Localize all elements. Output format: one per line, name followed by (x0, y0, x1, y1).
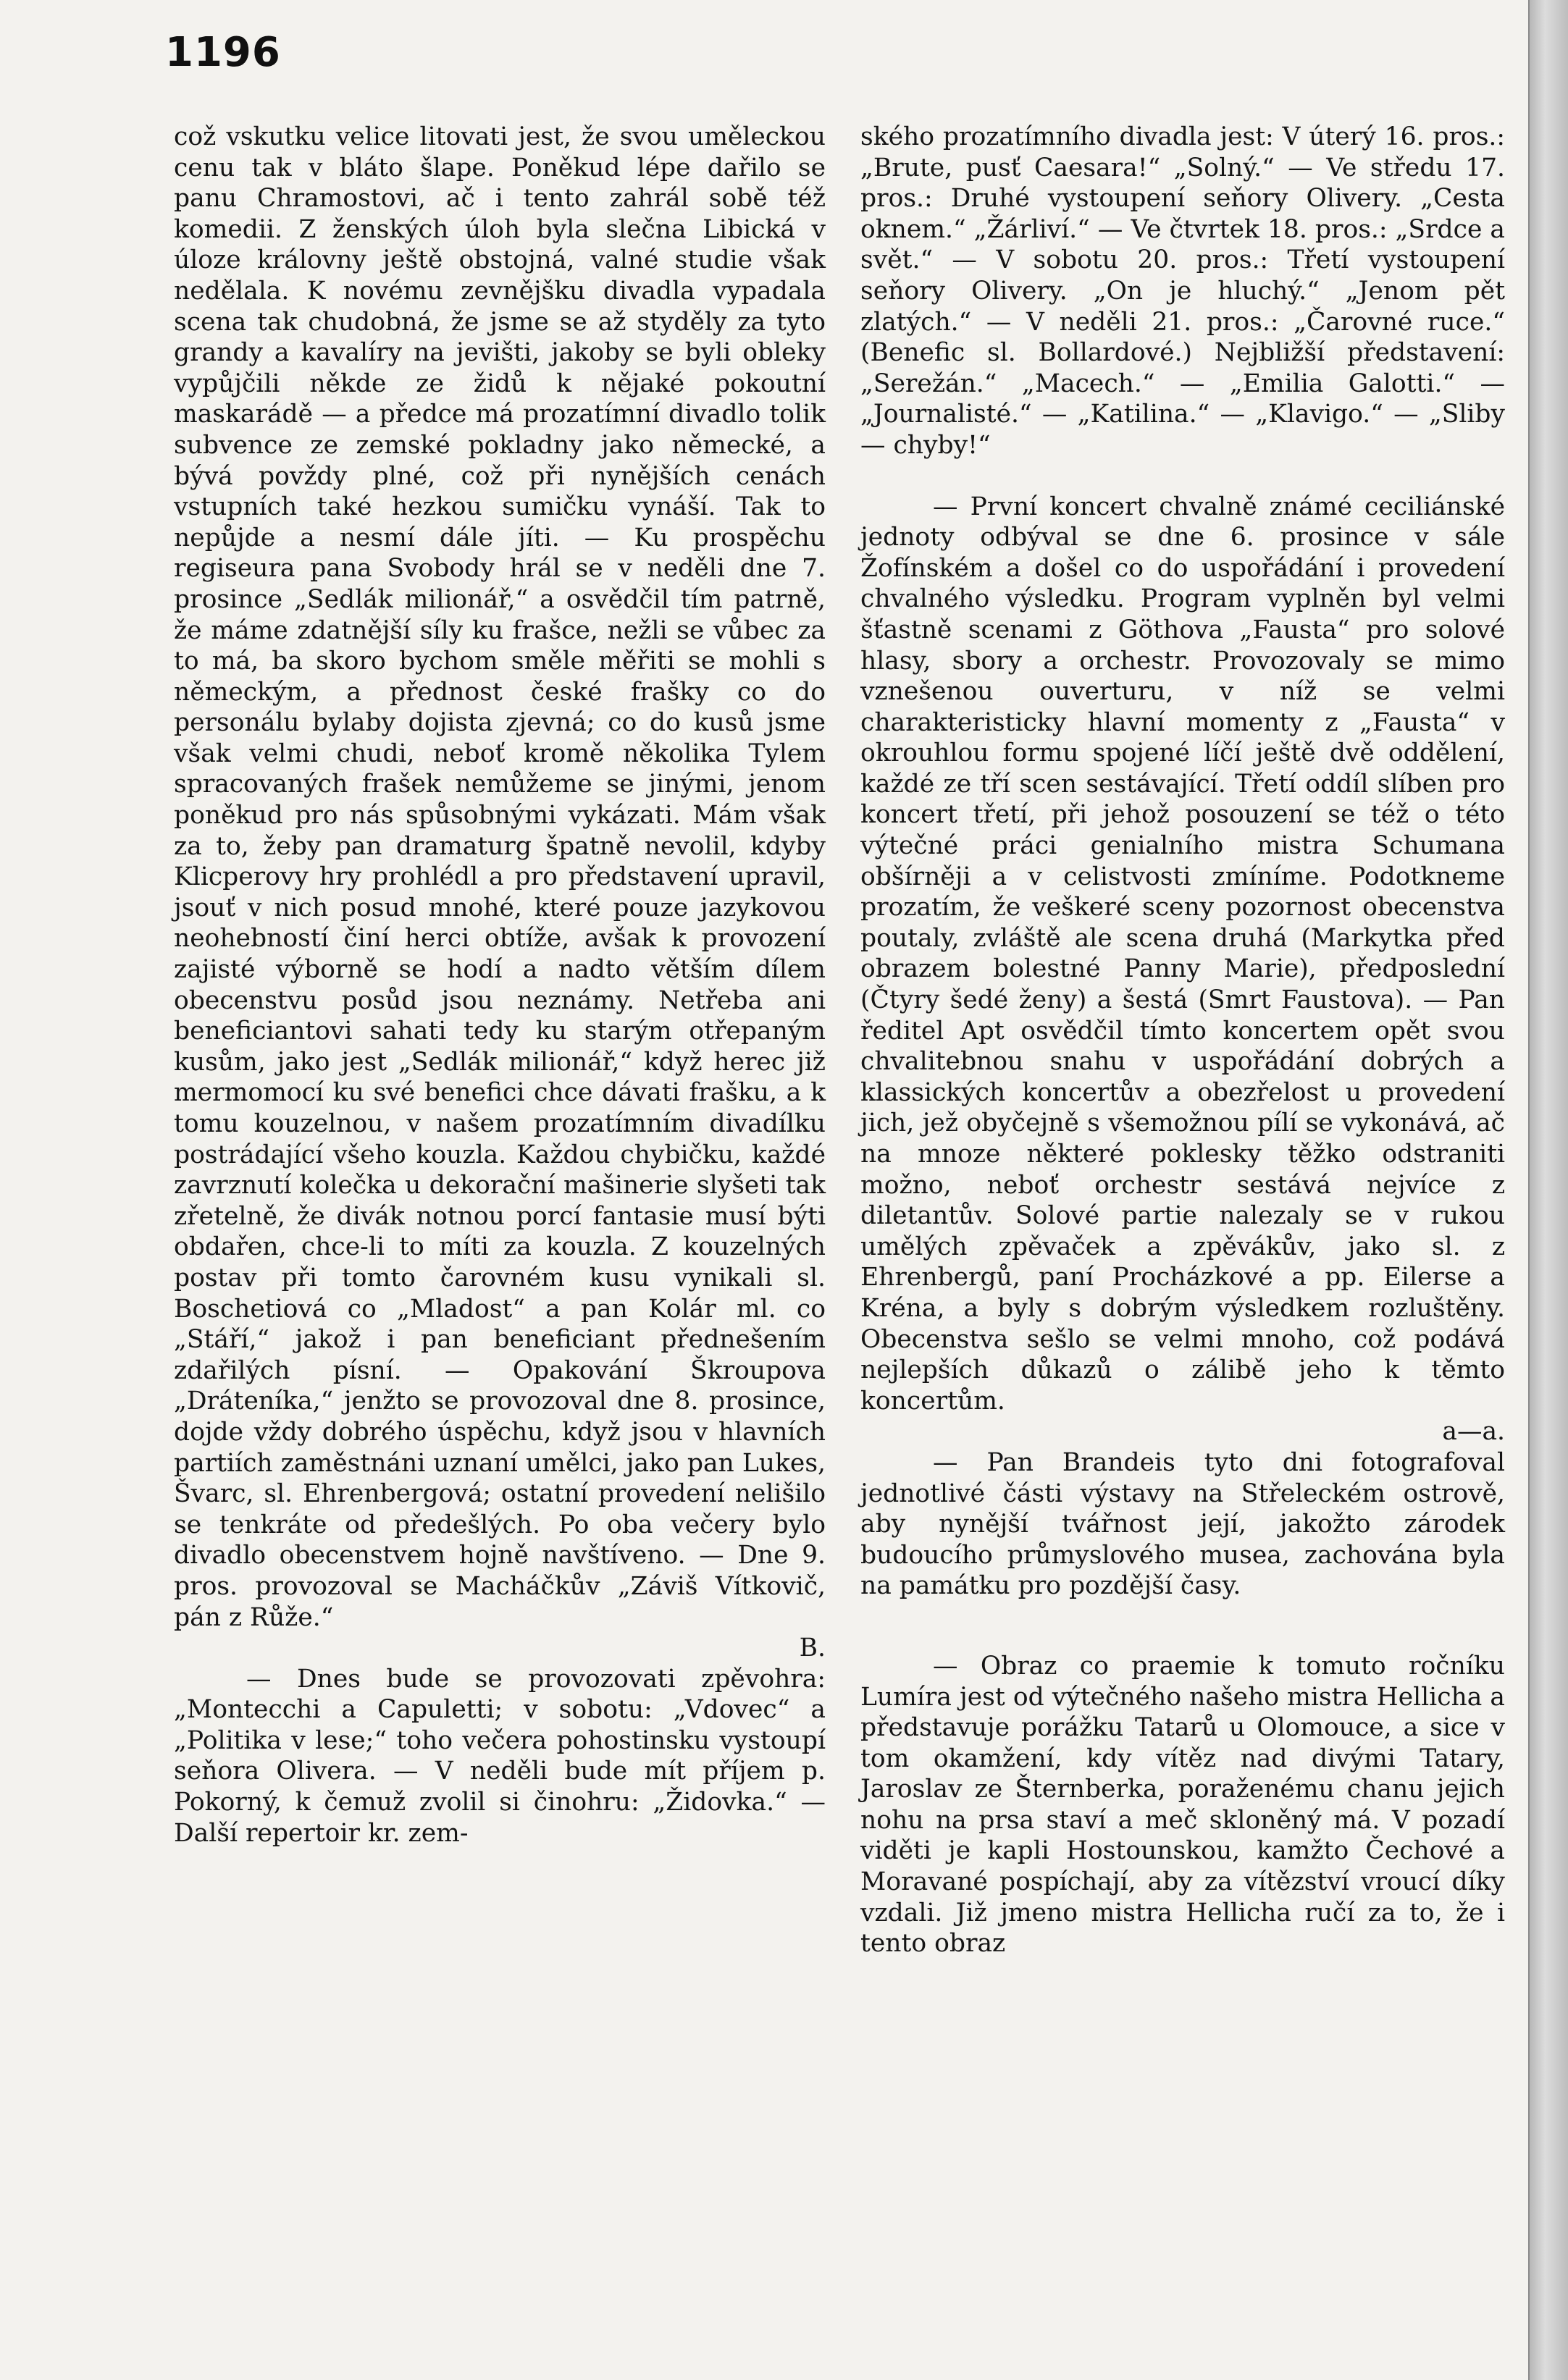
page-edge (1530, 0, 1568, 2380)
author-signature: a—a. (1442, 1417, 1505, 1447)
right-column (860, 122, 1505, 1959)
article-paragraph: ského prozatímního divadla jest: V úterý 16. pros.: „Brute, pusť Caesara!“ „Solný.“ — Ve středu 17. pros.: Druhé vystoupení seňory Olivery. „Cesta oknem.“ „Žárliví.“ — Ve čtvrtek 18. pros.: „Srdce a svět.“ — V sobotu 20. pros.: Třetí vystoupení seňory Olivery. „On je hluchý.“ „Jenom pět zlatých.“ — V neděli 21. pros.: „Čarovné ruce.“ (Benefic sl. Bollardové.) Nejbližší představení: „Serežán.“ „Macech.“ — „Emilia Galotti.“ — „Journalisté.“ — „Katilina.“ — „Klavigo.“ — „Sliby — chyby!“ (860, 122, 1505, 460)
page-number: 1196 (165, 29, 281, 76)
left-column (174, 122, 826, 1849)
article-paragraph: — Dnes bude se provozovati zpěvohra: „Montecchi a Capuletti; v sobotu: „Vdovec“ a „Politika v lese;“ toho večera pohostinsku vystoupí seňora Olivera. — V neděli bude mít příjem p. Pokorný, k čemuž zvolil si činohru: „Židovka.“ — Další repertoir kr. zem- (174, 1664, 826, 1848)
author-signature: B. (799, 1633, 826, 1663)
article-paragraph: — Pan Brandeis tyto dni fotografoval jednotlivé části výstavy na Střeleckém ostrově, aby nynější tvářnost její, jakožto zárodek budoucího průmyslového musea, zachována byla na památku pro pozdější časy. (860, 1447, 1505, 1601)
article-paragraph: — Obraz co praemie k tomuto ročníku Lumíra jest od výtečného našeho mistra Hellicha a představuje porážku Tatarů u Olomouce, a sice v tom okamžení, kdy vítěz nad divými Tatary, Jaroslav ze Šternberka, poraženému chanu jejich nohu na prsa staví a meč skloněný má. V pozadí viděti je kapli Hostounskou, kamžto Čechové a Moravané pospíchají, aby za vítězství vroucí díky vzdali. Již jmeno mistra Hellicha ručí za to, že i tento obraz (860, 1651, 1505, 1959)
article-paragraph: což vskutku velice litovati jest, že svou uměleckou cenu tak v bláto šlape. Poněkud lépe dařilo se panu Chramostovi, ač i tento zahrál sobě též komedii. Z ženských úloh byla slečna Libická v úloze královny ještě obstojná, valné studie však nedělala. K novému zevnějšku divadla vypadala scena tak chudobná, že jsme se až styděly za tyto grandy a kavalíry na jevišti, jakoby se byli obleky vypůjčili někde ze židů k nějaké pokoutní maskarádě — a předce má prozatímní divadlo tolik subvence ze zemské pokladny jako německé, a bývá povždy plné, což při nynějších cenách vstupních také hezkou sumičku vynáší. Tak to nepůjde a nesmí dále jíti. — Ku prospěchu regiseura pana Svobody hrál se v neděli dne 7. prosince „Sedlák milionář,“ a osvědčil tím patrně, že máme zdatnější síly ku frašce, nežli se vůbec za to má, ba skoro bychom směle měřiti se mohli s německým, a přednost české frašky co do personálu bylaby dojista zjevná; co do kusů jsme však velmi chudi, neboť kromě několika Tylem spracovaných frašek nemůžeme se jinými, jenom poněkud pro nás spůsobnými vykázati. Mám však za to, žeby pan dramaturg špatně nevolil, kdyby Klicperovy hry prohlédl a pro představení upravil, jsouť v nich posud mnohé, které pouze jazykovou neohebností činí herci obtíže, avšak k provození zajisté výborně se hodí a nadto větším dílem obecenstvu posůd jsou neznámy. Netřeba ani beneficiantovi sahati tedy ku starým otřepaným kusům, jako jest „Sedlák milionář,“ když herec již mermomocí ku své benefici chce dávati frašku, a k tomu kouzelnou, v našem prozatímním divadílku postrádající všeho kouzla. Každou chybičku, každé zavrznutí kolečka u dekorační mašinerie slyšeti tak zřetelně, že divák notnou porcí fantasie musí býti obdařen, chce-li to míti za kouzla. Z kouzelných postav při tomto čarovném kusu vynikali sl. Boschetiová co „Mladost“ a pan Kolár ml. co „Stáří,“ jakož i pan beneficiant přednešením zdařilých písní. — Opakování Škroupova „Dráteníka,“ jenžto se provozoval dne 8. prosince, dojde vždy dobrého úspěchu, když jsou v hlavních partiích zaměstnáni uznaní umělci, jako pan Lukes, Švarc, sl. Ehrenbergová; ostatní provedení nelišilo se tenkráte od předešlých. Po oba večery bylo divadlo obecenstvem hojně navštíveno. — Dne 9. pros. provozoval se Macháčkův „Záviš Vítkovič, pán z Růže.“ (174, 122, 826, 1632)
article-paragraph: — První koncert chvalně známé ceciliánské jednoty odbýval se dne 6. prosince v sále Žofínském a došel co do uspořádání i provedení chvalného výsledku. Program vyplněn byl velmi šťastně scenami z Göthova „Fausta“ pro solové hlasy, sbory a orchestr. Provozovaly se mimo vznešenou ouverturu, v níž se velmi charakteristicky hlavní momenty z „Fausta“ v okrouhlou formu spojené líčí ještě dvě oddělení, každé ze tří scen sestávající. Třetí oddíl slíben pro koncert třetí, při jehož posouzení se též o této výtečné práci genialního mistra Schumana obšírněji a v celistvosti zmíníme. Podotkneme prozatím, že veškeré sceny pozornost obecenstva poutaly, zvláště ale scena druhá (Markytka před obrazem bolestné Panny Marie), předposlední (Čtyry šedé ženy) a šestá (Smrt Faustova). — Pan ředitel Apt osvědčil tímto koncertem opět svou chvalitebnou snahu v uspořádání dobrých a klassických koncertův a obezřelost u provedení jich, jež obyčejně s všemožnou pílí se vykonává, ač na mnoze některé poklesky těžko odstraniti možno, neboť orchestr sestává nejvíce z diletantův. Solové partie nalezaly se v rukou umělých zpěvaček a zpěvákův, jako sl. z Ehrenbergů, paní Procházkové a pp. Eilerse a Kréna, a byly s dobrým výsledkem rozluštěny. Obecenstva sešlo se velmi mnoho, což podává nejlepších důkazů o zálibě jeho k těmto koncertům. (860, 492, 1505, 1416)
